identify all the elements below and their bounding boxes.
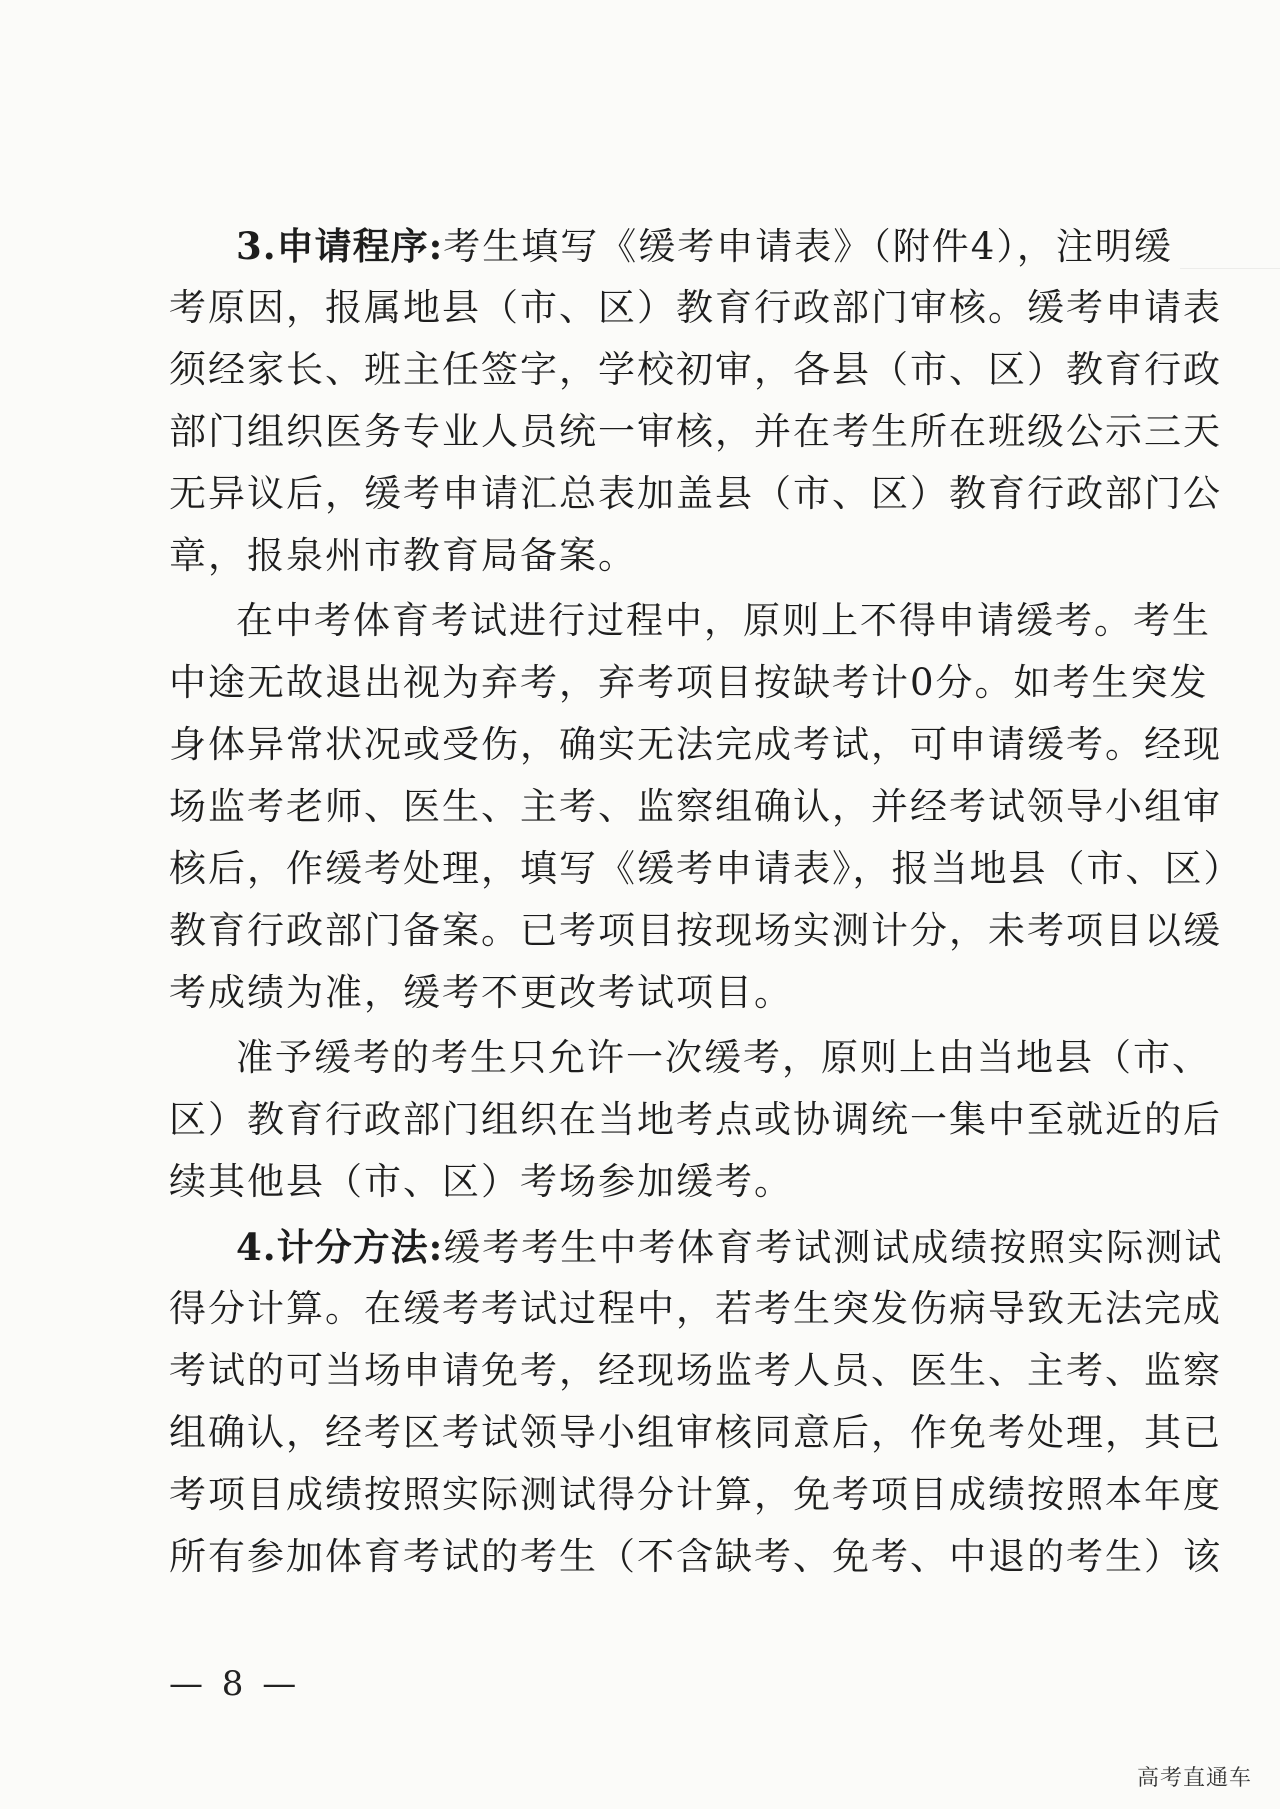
paragraph-line: 组确认，经考区考试领导小组审核同意后，作免考处理，其已 — [169, 1411, 1222, 1454]
paragraph-line: 准予缓考的考生只允许一次缓考，原则上由当地县（市、 — [236, 1036, 1211, 1079]
paragraph-line: 无异议后，缓考申请汇总表加盖县（市、区）教育行政部门公 — [169, 472, 1222, 515]
paragraph-line: 部门组织医务专业人员统一审核，并在考生所在班级公示三天 — [169, 410, 1222, 453]
paragraph-line: 所有参加体育考试的考生（不含缺考、免考、中退的考生）该 — [169, 1535, 1222, 1578]
paragraph-line: 中途无故退出视为弃考，弃考项目按缺考计0分。如考生突发 — [169, 661, 1209, 704]
paragraph-line: 章，报泉州市教育局备案。 — [169, 534, 637, 577]
paragraph-line: 须经家长、班主任签字，学校初审，各县（市、区）教育行政 — [169, 348, 1222, 391]
paragraph-line: 身体异常状况或受伤，确实无法完成考试，可申请缓考。经现 — [169, 723, 1222, 766]
page-number: — 8 — — [169, 1664, 301, 1704]
watermark-text: 高考直通车 — [1136, 1766, 1252, 1791]
paragraph-line: 在中考体育考试进行过程中，原则上不得申请缓考。考生 — [236, 599, 1211, 642]
paragraph-line: 场监考老师、医生、主考、监察组确认，并经考试领导小组审 — [169, 785, 1222, 828]
page-crease — [1180, 268, 1280, 269]
section-heading: 4.计分方法: — [236, 1225, 444, 1269]
paragraph-line: 续其他县（市、区）考场参加缓考。 — [169, 1160, 793, 1203]
paragraph-line: 核后，作缓考处理，填写《缓考申请表》，报当地县（市、区） — [169, 847, 1243, 890]
paragraph-line — [236, 1216, 1224, 1278]
line-text: 缓考考生中考体育考试测试成绩按照实际测试 — [443, 1226, 1224, 1269]
paragraph-line: 考项目成绩按照实际测试得分计算，免考项目成绩按照本年度 — [169, 1473, 1222, 1516]
paragraph-line — [236, 215, 1173, 277]
paragraph-line: 教育行政部门备案。已考项目按现场实测计分，未考项目以缓 — [169, 909, 1222, 952]
paragraph-line: 考成绩为准，缓考不更改考试项目。 — [169, 971, 793, 1014]
paragraph-line: 得分计算。在缓考考试过程中，若考生突发伤病导致无法完成 — [169, 1287, 1222, 1330]
paragraph-line: 区）教育行政部门组织在当地考点或协调统一集中至就近的后 — [169, 1098, 1222, 1141]
paragraph-line: 考原因，报属地县（市、区）教育行政部门审核。缓考申请表 — [169, 286, 1222, 329]
paragraph-line: 考试的可当场申请免考，经现场监考人员、医生、主考、监察 — [169, 1349, 1222, 1392]
line-text: 考生填写《缓考申请表》（附件4），注明缓 — [443, 225, 1173, 268]
section-heading: 3.申请程序: — [236, 224, 444, 268]
